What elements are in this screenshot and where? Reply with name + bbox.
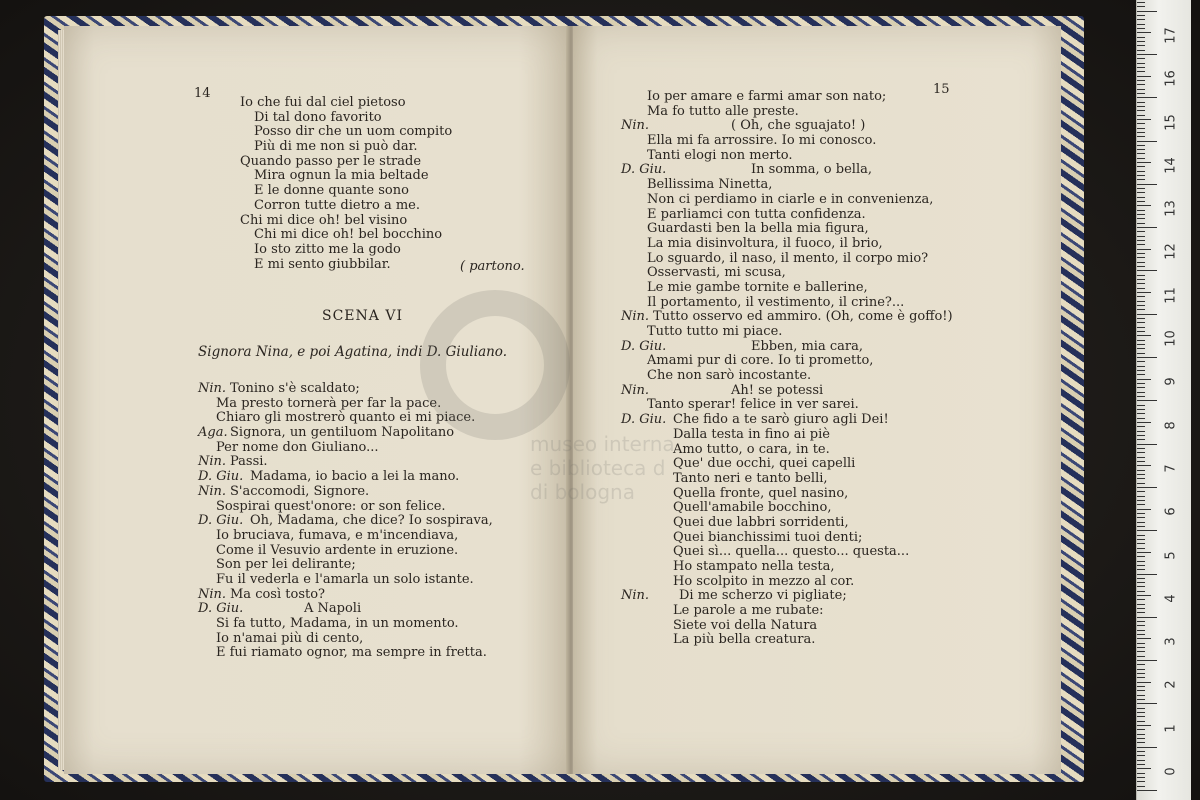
ruler-label: 7 xyxy=(1163,464,1179,473)
ruler-tick xyxy=(1137,24,1145,25)
ruler-tick xyxy=(1137,301,1145,302)
line-text: Ella mi fa arrossire. Io mi conosco. xyxy=(647,133,877,149)
ruler-tick xyxy=(1137,188,1145,189)
line-text: Amami pur di core. Io ti prometto, xyxy=(647,353,874,369)
line-text: E parliamci con tutta confidenza. xyxy=(647,206,866,222)
ruler-tick xyxy=(1137,210,1145,211)
ruler-tick xyxy=(1137,431,1145,432)
ruler-tick xyxy=(1137,158,1145,159)
ruler-tick xyxy=(1137,93,1145,94)
ruler-tick xyxy=(1137,37,1145,38)
ruler-label: 12 xyxy=(1163,243,1179,261)
ruler-tick xyxy=(1137,288,1145,289)
ruler-tick xyxy=(1137,526,1145,527)
ruler-tick xyxy=(1137,361,1145,362)
line-text: Chi mi dice oh! bel visino xyxy=(240,212,408,228)
ruler-tick xyxy=(1137,201,1145,202)
line-text: ( Oh, che sguajato! ) xyxy=(731,118,866,134)
ruler-tick xyxy=(1137,227,1157,228)
ruler-tick xyxy=(1137,166,1145,167)
ruler-tick xyxy=(1137,677,1145,678)
line-text: La più bella creatura. xyxy=(673,632,816,648)
ruler-tick xyxy=(1137,89,1145,90)
ruler-tick xyxy=(1137,132,1145,133)
line-text: Quei sì... quella... questo... questa... xyxy=(673,544,910,560)
ruler-tick xyxy=(1137,669,1145,670)
line-text: Tonino s'è scaldato; xyxy=(230,381,360,396)
speaker-tag: D. Giu. xyxy=(198,513,244,529)
ruler-tick xyxy=(1137,465,1151,466)
ruler-tick xyxy=(1137,413,1145,414)
ruler-tick xyxy=(1137,530,1157,531)
ruler-tick xyxy=(1137,504,1145,505)
line-text: Quell'amabile bocchino, xyxy=(673,500,832,516)
ruler-tick xyxy=(1137,370,1145,371)
ruler-tick xyxy=(1137,682,1151,683)
ruler-tick xyxy=(1137,32,1151,33)
line-text: Quei bianchissimi tuoi denti; xyxy=(673,529,863,545)
ruler-tick xyxy=(1137,474,1145,475)
ruler-tick xyxy=(1137,760,1145,761)
ruler-tick xyxy=(1137,275,1145,276)
line-text: Tanto sperar! felice in ver sarei. xyxy=(647,397,859,413)
line-text: Bellissima Ninetta, xyxy=(647,177,773,193)
ruler-tick xyxy=(1137,517,1145,518)
ruler-tick xyxy=(1137,28,1145,29)
ruler-tick xyxy=(1137,63,1145,64)
ruler-tick xyxy=(1137,106,1145,107)
ruler-label: 9 xyxy=(1163,377,1179,386)
ruler-tick xyxy=(1137,58,1145,59)
ruler-tick xyxy=(1137,699,1145,700)
ruler-tick xyxy=(1137,41,1145,42)
line-text: Io per amare e farmi amar son nato; xyxy=(647,89,887,104)
line-text: Ma fo tutto alle preste. xyxy=(647,103,799,119)
ruler-tick xyxy=(1137,539,1145,540)
speaker-tag: D. Giu. xyxy=(198,469,244,485)
ruler-tick xyxy=(1137,67,1145,68)
line-text: Ma così tosto? xyxy=(230,586,326,602)
ruler-tick xyxy=(1137,214,1145,215)
speaker-tag: D. Giu. xyxy=(198,601,244,617)
ruler-tick xyxy=(1137,270,1157,271)
ruler-tick xyxy=(1137,747,1157,748)
line-text: Signora, un gentiluom Napolitano xyxy=(230,425,455,441)
line-text: A Napoli xyxy=(304,601,362,617)
ruler-tick xyxy=(1137,439,1145,440)
page-number-right: 15 xyxy=(933,82,950,97)
ruler-tick xyxy=(1137,171,1145,172)
ruler-tick xyxy=(1137,452,1145,453)
line-text: Corron tutte dietro a me. xyxy=(254,197,421,213)
ruler-tick xyxy=(1137,344,1145,345)
ruler-tick xyxy=(1137,50,1145,51)
ruler-tick xyxy=(1137,569,1145,570)
line-text: E mi sento giubbilar. xyxy=(254,256,391,272)
ruler-tick xyxy=(1137,192,1145,193)
ruler-label: 17 xyxy=(1163,27,1179,44)
ruler-tick xyxy=(1137,197,1145,198)
ruler-tick xyxy=(1137,630,1145,631)
line-text: Come il Vesuvio ardente in eruzione. xyxy=(216,542,459,558)
ruler-tick xyxy=(1137,725,1151,726)
ruler-tick xyxy=(1137,721,1145,722)
line-text: Io n'amai più di cento, xyxy=(216,630,364,646)
line-text: In somma, o bella, xyxy=(751,162,872,178)
ruler-tick xyxy=(1137,335,1151,336)
ruler-tick xyxy=(1137,379,1151,380)
line-text: Di tal dono favorito xyxy=(254,109,382,125)
speaker-tag: Nin. xyxy=(198,483,227,499)
ruler-tick xyxy=(1137,262,1145,263)
ruler-tick xyxy=(1137,556,1145,557)
line-text: Chi mi dice oh! bel bocchino xyxy=(254,227,443,243)
ruler-tick xyxy=(1137,660,1157,661)
speaker-tag: Nin. xyxy=(621,118,650,134)
ruler-tick xyxy=(1137,548,1145,549)
ruler-tick xyxy=(1137,236,1145,237)
ruler-tick xyxy=(1137,422,1151,423)
ruler-tick xyxy=(1137,353,1145,354)
line-text: Posso dir che un uom compito xyxy=(254,124,453,140)
ruler-tick xyxy=(1137,716,1145,717)
ruler-tick xyxy=(1137,383,1145,384)
watermark-logo xyxy=(420,290,570,440)
ruler-tick xyxy=(1137,435,1145,436)
ruler-tick xyxy=(1137,266,1145,267)
ruler-tick xyxy=(1137,374,1145,375)
ruler-label: 2 xyxy=(1163,680,1179,690)
ruler-tick xyxy=(1137,223,1145,224)
ruler-tick xyxy=(1137,686,1145,687)
ruler-tick xyxy=(1137,617,1157,618)
ruler-tick xyxy=(1137,184,1157,185)
ruler-tick xyxy=(1137,296,1145,297)
ruler-tick xyxy=(1137,738,1145,739)
ruler-tick xyxy=(1137,80,1145,81)
ruler-tick xyxy=(1137,231,1145,232)
ruler-label: 15 xyxy=(1163,113,1179,131)
line-text: Amo tutto, o cara, in te. xyxy=(673,441,830,457)
ruler-tick xyxy=(1137,409,1145,410)
ruler-tick xyxy=(1137,141,1157,142)
ruler-tick xyxy=(1137,599,1145,600)
scene-heading: SCENA VI xyxy=(322,308,403,324)
ruler-tick xyxy=(1137,483,1145,484)
ruler-tick xyxy=(1137,392,1145,393)
ruler-label: 5 xyxy=(1163,550,1179,560)
line-text: Madama, io bacio a lei la mano. xyxy=(250,469,460,485)
speaker-tag: Nin. xyxy=(621,588,650,604)
ruler-tick xyxy=(1137,522,1145,523)
line-text: Io sto zitto me la godo xyxy=(254,241,401,257)
line-text: Lo sguardo, il naso, il mento, il corpo mio? xyxy=(647,250,929,266)
ruler-label: 6 xyxy=(1163,507,1179,516)
watermark-line: museo interna xyxy=(530,432,675,456)
ruler-tick xyxy=(1137,97,1157,98)
ruler-label: 0 xyxy=(1163,767,1179,776)
ruler-label: 8 xyxy=(1163,420,1179,430)
ruler-tick xyxy=(1137,695,1145,696)
line-text: Il portamento, il vestimento, il crine?... xyxy=(647,294,905,310)
line-text: Si fa tutto, Madama, in un momento. xyxy=(216,616,459,631)
ruler-tick xyxy=(1137,664,1145,665)
stage-direction: ( partono. xyxy=(460,259,525,274)
ruler-tick xyxy=(1137,751,1145,752)
line-text: Quella fronte, quel nasino, xyxy=(673,485,849,501)
speaker-tag: Nin. xyxy=(198,586,227,602)
ruler-tick xyxy=(1137,19,1145,20)
page-number-left: 14 xyxy=(194,86,211,101)
line-text: Sospirai quest'onore: or son felice. xyxy=(216,498,446,514)
library-watermark xyxy=(420,290,680,510)
ruler-tick xyxy=(1137,764,1145,765)
line-text: Passi. xyxy=(230,454,268,470)
ruler-tick xyxy=(1137,45,1145,46)
ruler-tick xyxy=(1137,656,1145,657)
ruler-tick xyxy=(1137,54,1157,55)
ruler-tick xyxy=(1137,253,1145,254)
ruler-tick xyxy=(1137,634,1145,635)
ruler-tick xyxy=(1137,444,1157,445)
ruler-tick xyxy=(1137,561,1145,562)
ruler-tick xyxy=(1137,11,1157,12)
measuring-ruler xyxy=(1136,0,1191,800)
ruler-label: 13 xyxy=(1163,200,1179,217)
watermark-line: di bologna xyxy=(530,480,635,504)
ruler-tick xyxy=(1137,123,1145,124)
ruler-tick xyxy=(1137,612,1145,613)
line-text: Osservasti, mi scusa, xyxy=(647,265,786,281)
ruler-tick xyxy=(1137,734,1145,735)
ruler-tick xyxy=(1137,249,1151,250)
ruler-tick xyxy=(1137,461,1145,462)
ruler-label: 10 xyxy=(1163,330,1179,347)
ruler-tick xyxy=(1137,179,1145,180)
ruler-tick xyxy=(1137,478,1145,479)
ruler-tick xyxy=(1137,240,1145,241)
line-text: S'accomodi, Signore. xyxy=(230,483,370,499)
ruler-tick xyxy=(1137,768,1151,769)
ruler-tick xyxy=(1137,513,1145,514)
ruler-tick xyxy=(1137,790,1157,791)
speaker-tag: Nin. xyxy=(198,381,227,396)
ruler-tick xyxy=(1137,703,1157,704)
ruler-tick xyxy=(1137,509,1151,510)
ruler-tick xyxy=(1137,500,1145,501)
ruler-tick xyxy=(1137,712,1145,713)
ruler-tick xyxy=(1137,6,1145,7)
ruler-label xyxy=(1164,0,1179,2)
line-text: Che fido a te sarò giuro agli Dei! xyxy=(673,412,889,428)
ruler-tick xyxy=(1137,582,1145,583)
line-text: Siete voi della Natura xyxy=(673,617,818,633)
line-text: Più di me non si può dar. xyxy=(254,139,418,155)
ruler-tick xyxy=(1137,149,1145,150)
ruler-tick xyxy=(1137,755,1145,756)
ruler-tick xyxy=(1137,638,1151,639)
ruler-tick xyxy=(1137,457,1145,458)
ruler-tick xyxy=(1137,426,1145,427)
line-text: Fu il vederla e l'amarla un solo istante. xyxy=(216,571,474,587)
ruler-tick xyxy=(1137,643,1145,644)
line-text: La mia disinvoltura, il fuoco, il brio, xyxy=(647,235,883,251)
line-text: Di me scherzo vi pigliate; xyxy=(679,588,847,604)
ruler-tick xyxy=(1137,773,1145,774)
speaker-tag: Nin. xyxy=(198,454,227,470)
line-text: Per nome don Giuliano... xyxy=(216,439,379,455)
ruler-tick xyxy=(1137,608,1145,609)
scene-characters: Signora Nina, e poi Agatina, indi D. Giuliano. xyxy=(198,344,507,360)
line-text: Non ci perdiamo in ciarle e in convenienza, xyxy=(647,191,934,207)
ruler-tick xyxy=(1137,115,1145,116)
ruler-tick xyxy=(1137,574,1157,575)
ruler-tick xyxy=(1137,2,1145,3)
line-text: Ho scolpito in mezzo al cor. xyxy=(673,573,855,589)
speaker-tag: D. Giu. xyxy=(621,338,667,354)
ruler-tick xyxy=(1137,314,1157,315)
ruler-tick xyxy=(1137,621,1145,622)
ruler-label: 4 xyxy=(1163,594,1179,603)
ruler-tick xyxy=(1137,331,1145,332)
ruler-tick xyxy=(1137,491,1145,492)
ruler-tick xyxy=(1137,781,1145,782)
line-text: Ebben, mia cara, xyxy=(751,338,863,354)
ruler-tick xyxy=(1137,322,1145,323)
ruler-tick xyxy=(1137,305,1145,306)
speaker-tag: D. Giu. xyxy=(621,162,667,178)
ruler-label: 14 xyxy=(1163,157,1179,174)
ruler-tick xyxy=(1137,153,1145,154)
ruler-tick xyxy=(1137,205,1151,206)
line-text: Que' due occhi, quei capelli xyxy=(673,456,856,472)
line-text: Ah! se potessi xyxy=(731,382,824,398)
line-text: Son per lei delirante; xyxy=(216,557,356,573)
ruler-tick xyxy=(1137,244,1145,245)
ruler-tick xyxy=(1137,110,1145,111)
ruler-tick xyxy=(1137,128,1145,129)
ruler-tick xyxy=(1137,651,1145,652)
speaker-tag: D. Giu. xyxy=(621,412,667,428)
ruler-tick xyxy=(1137,777,1145,778)
ruler-tick xyxy=(1137,76,1151,77)
ruler-tick xyxy=(1137,625,1145,626)
line-text: Tutto osservo ed ammiro. (Oh, come è goffo!) xyxy=(653,309,953,325)
ruler-tick xyxy=(1137,535,1145,536)
ruler-tick xyxy=(1137,400,1157,401)
speaker-tag: Nin. xyxy=(621,382,650,398)
line-text: Mira ognun la mia beltade xyxy=(254,168,429,184)
line-text: Dalla testa in fino ai piè xyxy=(673,426,830,442)
ruler-label: 11 xyxy=(1163,286,1179,304)
ruler-tick xyxy=(1137,357,1157,358)
ruler-tick xyxy=(1137,578,1145,579)
line-text: Quando passo per le strade xyxy=(240,153,422,169)
ruler-tick xyxy=(1137,673,1145,674)
ruler-tick xyxy=(1137,448,1145,449)
ruler-tick xyxy=(1137,591,1145,592)
line-text: Tanto neri e tanto belli, xyxy=(673,470,828,486)
ruler-tick xyxy=(1137,729,1145,730)
line-text: Chiaro gli mostrerò quanto ei mi piace. xyxy=(216,410,476,426)
ruler-tick xyxy=(1137,595,1151,596)
line-text: Ma presto tornerà per far la pace. xyxy=(216,395,442,411)
ruler-tick xyxy=(1137,487,1157,488)
line-text: Oh, Madama, che dice? Io sospirava, xyxy=(250,513,493,529)
speaker-tag: Aga. xyxy=(198,425,228,441)
ruler-tick xyxy=(1137,708,1145,709)
ruler-tick xyxy=(1137,586,1145,587)
ruler-tick xyxy=(1137,405,1145,406)
ruler-tick xyxy=(1137,786,1145,787)
ruler-tick xyxy=(1137,102,1145,103)
ruler-tick xyxy=(1137,742,1145,743)
ruler-tick xyxy=(1137,604,1145,605)
ruler-tick xyxy=(1137,348,1145,349)
watermark-line: e biblioteca d xyxy=(530,456,666,480)
line-text: Guardasti ben la bella mia figura, xyxy=(647,221,869,237)
ruler-tick xyxy=(1137,690,1145,691)
line-text: E le donne quante sono xyxy=(254,183,409,199)
line-text: Io che fui dal ciel pietoso xyxy=(240,95,406,110)
ruler-tick xyxy=(1137,119,1151,120)
ruler-tick xyxy=(1137,162,1151,163)
ruler-label: 1 xyxy=(1163,724,1179,733)
ruler-tick xyxy=(1137,565,1145,566)
ruler-tick xyxy=(1137,470,1145,471)
ruler-tick xyxy=(1137,175,1145,176)
ruler-tick xyxy=(1137,283,1145,284)
ruler-tick xyxy=(1137,366,1145,367)
ruler-tick xyxy=(1137,84,1145,85)
ruler-tick xyxy=(1137,145,1145,146)
ruler-tick xyxy=(1137,136,1145,137)
ruler-tick xyxy=(1137,71,1145,72)
ruler-tick xyxy=(1137,418,1145,419)
ruler-tick xyxy=(1137,292,1151,293)
line-text: Quei due labbri sorridenti, xyxy=(673,514,849,530)
ruler-tick xyxy=(1137,15,1145,16)
speaker-tag: Nin. xyxy=(621,309,650,325)
ruler-tick xyxy=(1137,309,1145,310)
ruler-tick xyxy=(1137,327,1145,328)
ruler-tick xyxy=(1137,218,1145,219)
ruler-tick xyxy=(1137,387,1145,388)
line-text: Ho stampato nella testa, xyxy=(673,559,835,574)
ruler-tick xyxy=(1137,647,1145,648)
line-text: Le parole a me rubate: xyxy=(673,603,824,619)
ruler-tick xyxy=(1137,257,1145,258)
ruler-tick xyxy=(1137,396,1145,397)
ruler-tick xyxy=(1137,340,1145,341)
ruler-tick xyxy=(1137,543,1145,544)
line-text: Tanti elogi non merto. xyxy=(647,147,793,163)
line-text: Che non sarò incostante. xyxy=(647,368,812,384)
ruler-tick xyxy=(1137,496,1145,497)
ruler-tick xyxy=(1137,279,1145,280)
line-text: Io bruciava, fumava, e m'incendiava, xyxy=(216,527,459,543)
ruler-label: 16 xyxy=(1163,70,1179,87)
ruler-tick xyxy=(1137,552,1151,553)
line-text: E fui riamato ognor, ma sempre in fretta. xyxy=(216,645,487,661)
line-text: Le mie gambe tornite e ballerine, xyxy=(647,279,868,295)
ruler-tick xyxy=(1137,318,1145,319)
ruler-label: 3 xyxy=(1163,637,1179,646)
line-text: Tutto tutto mi piace. xyxy=(647,324,783,339)
